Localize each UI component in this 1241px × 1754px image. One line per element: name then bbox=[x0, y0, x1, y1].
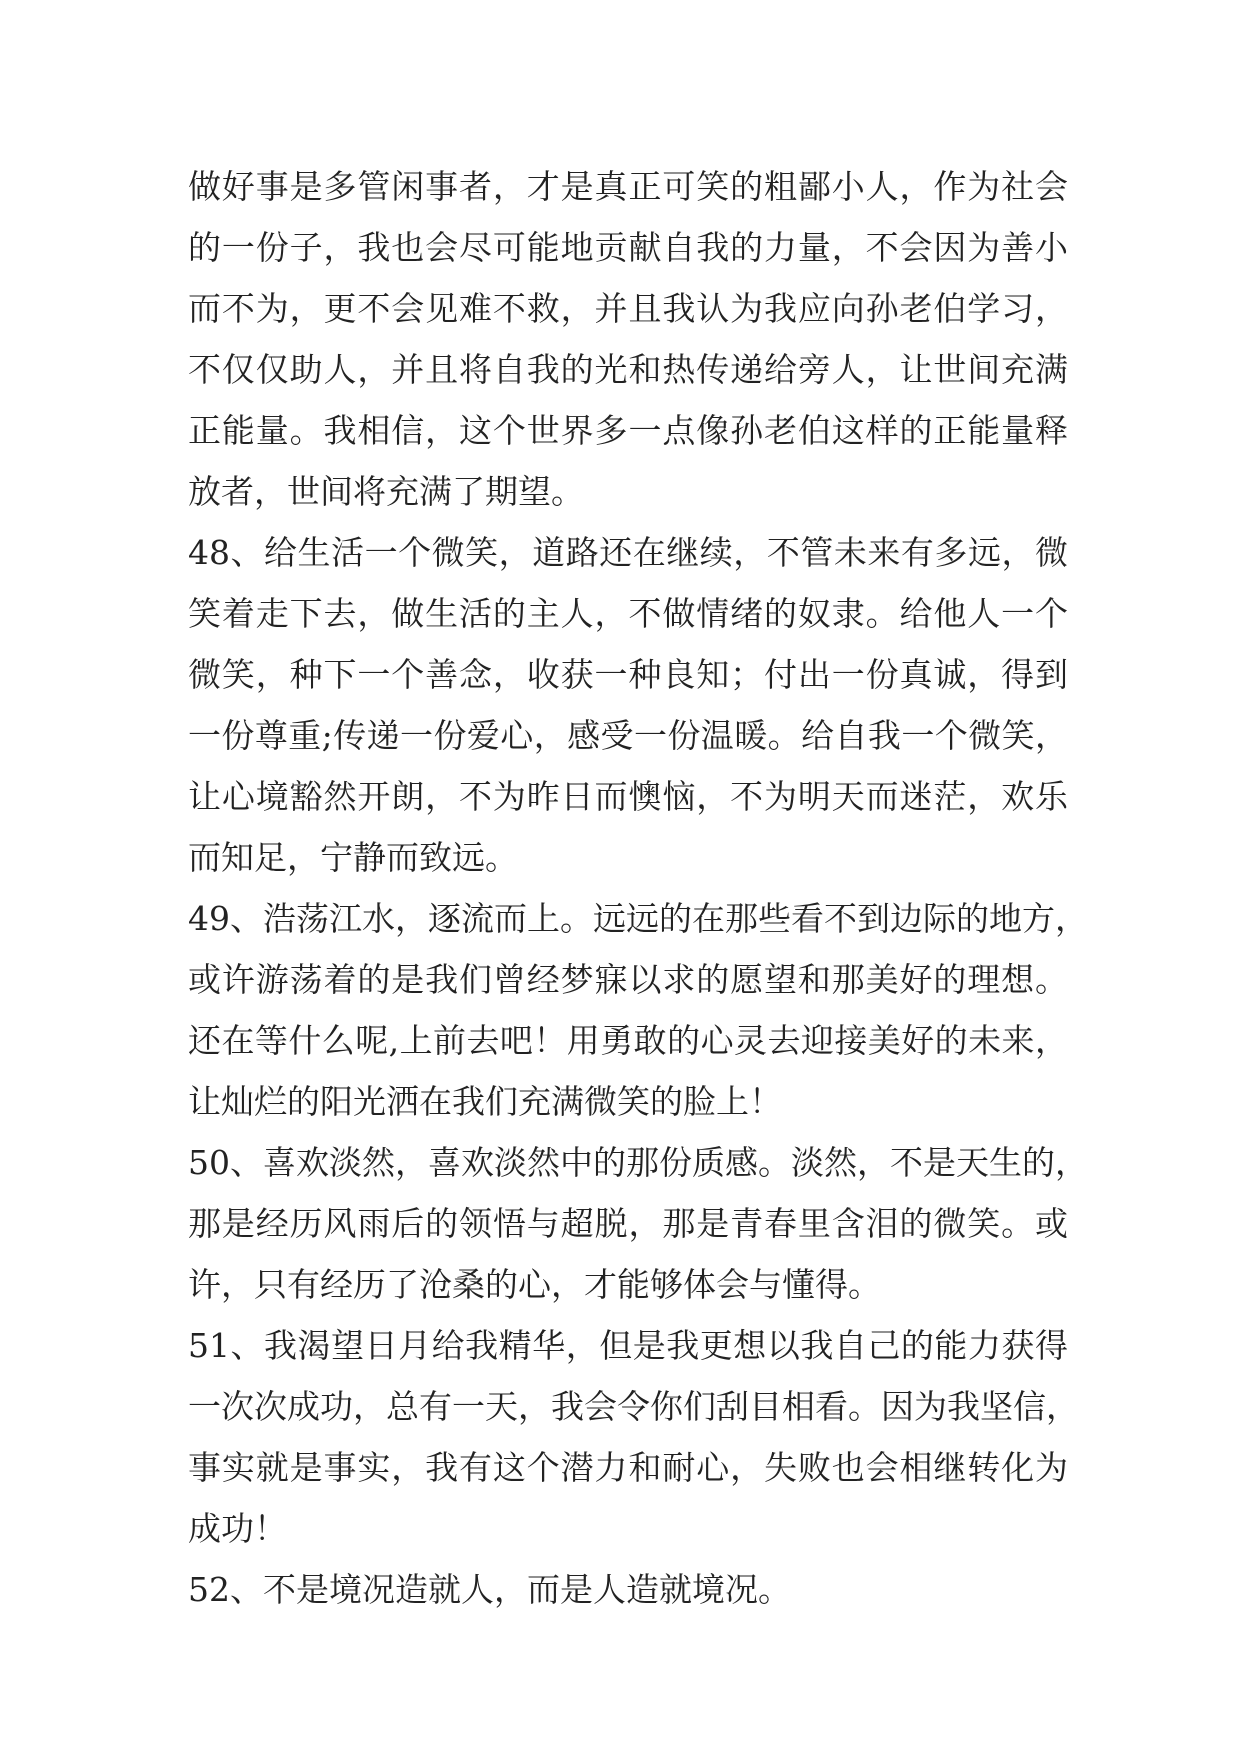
text-line: 或许游荡着的是我们曾经梦寐以求的愿望和那美好的理想。 bbox=[188, 960, 1068, 999]
text-line: 成功！ bbox=[188, 1509, 287, 1548]
text-line: 微笑，种下一个善念，收获一种良知；付出一份真诚，得到 bbox=[188, 655, 1068, 694]
text-line: 不仅仅助人，并且将自我的光和热传递给旁人，让世间充满 bbox=[188, 350, 1068, 389]
text-line: 放者，世间将充满了期望。 bbox=[188, 472, 584, 511]
text-line: 48、给生活一个微笑，道路还在继续，不管未来有多远，微 bbox=[188, 533, 1068, 572]
document-body bbox=[188, 156, 1088, 1620]
text-line: 而知足，宁静而致远。 bbox=[188, 838, 518, 877]
text-line: 而不为，更不会见难不救，并且我认为我应向孙老伯学习， bbox=[188, 289, 1068, 328]
text-line: 正能量。我相信，这个世界多一点像孙老伯这样的正能量释 bbox=[188, 411, 1068, 450]
text-line: 事实就是事实，我有这个潜力和耐心，失败也会相继转化为 bbox=[188, 1448, 1068, 1487]
text-line: 一次次成功，总有一天，我会令你们刮目相看。因为我坚信， bbox=[188, 1387, 1079, 1426]
text-line: 许，只有经历了沧桑的心，才能够体会与懂得。 bbox=[188, 1265, 881, 1304]
text-line: 让心境豁然开朗，不为昨日而懊恼，不为明天而迷茫，欢乐 bbox=[188, 777, 1068, 816]
text-line: 52、不是境况造就人，而是人造就境况。 bbox=[188, 1570, 791, 1609]
text-line: 还在等什么呢,上前去吧！用勇敢的心灵去迎接美好的未来， bbox=[188, 1021, 1068, 1060]
text-line: 让灿烂的阳光洒在我们充满微笑的脸上！ bbox=[188, 1082, 782, 1121]
text-line: 那是经历风雨后的领悟与超脱，那是青春里含泪的微笑。或 bbox=[188, 1204, 1068, 1243]
text-line: 49、浩荡江水，逐流而上。远远的在那些看不到边际的地方， bbox=[188, 899, 1088, 938]
text-line: 51、我渴望日月给我精华，但是我更想以我自己的能力获得 bbox=[188, 1326, 1068, 1365]
text-line: 的一份子，我也会尽可能地贡献自我的力量，不会因为善小 bbox=[188, 228, 1068, 267]
text-line: 做好事是多管闲事者，才是真正可笑的粗鄙小人，作为社会 bbox=[188, 167, 1068, 206]
text-line: 50、喜欢淡然，喜欢淡然中的那份质感。淡然，不是天生的， bbox=[188, 1143, 1088, 1182]
text-line: 笑着走下去，做生活的主人，不做情绪的奴隶。给他人一个 bbox=[188, 594, 1068, 633]
text-line: 一份尊重;传递一份爱心，感受一份温暖。给自我一个微笑， bbox=[188, 716, 1068, 755]
